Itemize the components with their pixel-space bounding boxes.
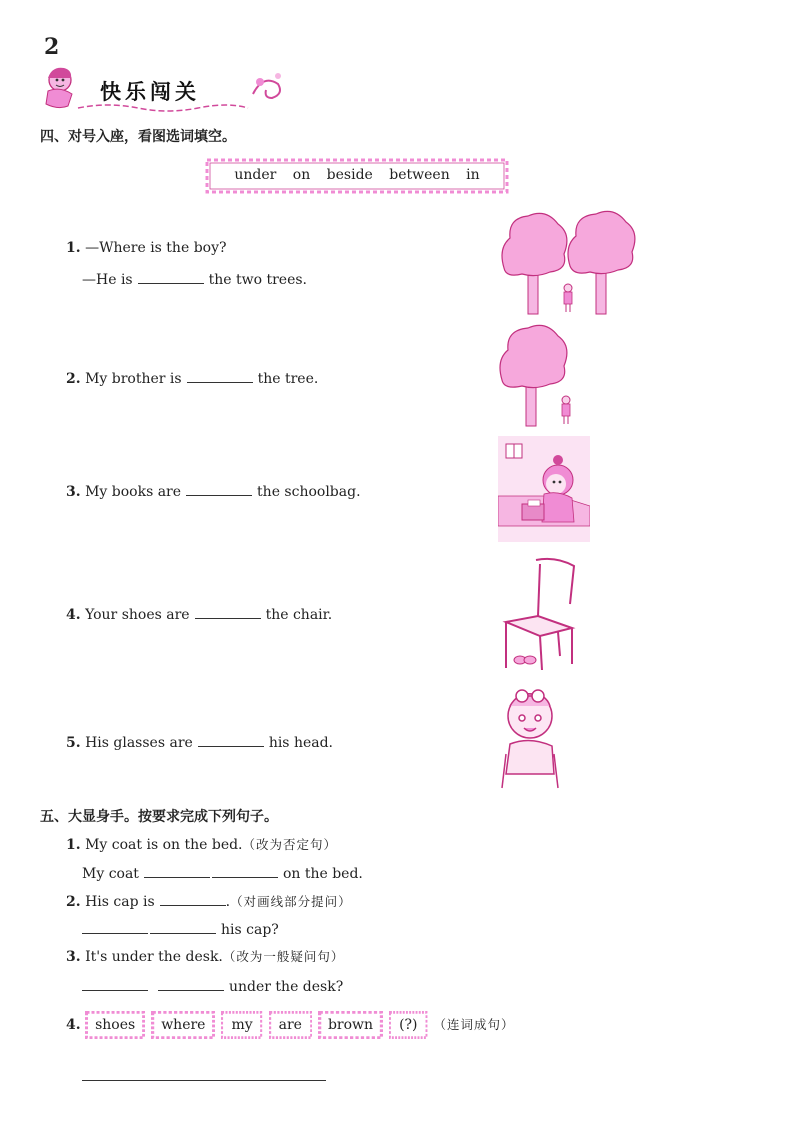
s5-question-2-text: His cap is [85,894,155,910]
sentence-answer-line[interactable] [82,1080,326,1081]
boy-glasses-illustration [498,684,562,796]
s5-question-1-answer [82,863,363,882]
question-5-pre: His glasses are [85,735,193,751]
s5-question-1-number: 1. [66,837,81,853]
word-chip[interactable] [151,1011,215,1039]
answer-blank[interactable] [82,976,148,991]
word-chip[interactable] [85,1011,145,1039]
question-4-number: 4. [66,607,81,623]
s5-question-2-answer-post: his cap? [221,922,279,938]
banner-title: 快乐闯关 [100,80,200,104]
question-4-pre: Your shoes are [85,607,190,623]
question-2-number: 2. [66,371,81,387]
two-trees-boy-illustration [498,208,640,318]
answer-blank[interactable] [150,919,216,934]
s5-question-3-answer-post: under the desk? [229,979,344,995]
question-1-text: —Where is the boy? [85,240,227,256]
question-3-number: 3. [66,484,81,500]
word-chip[interactable] [221,1011,262,1039]
answer-blank[interactable] [158,976,224,991]
word-chip-label: brown [327,1017,374,1033]
boy-icon [564,284,572,312]
s5-question-3-hint: （改为一般疑问句） [222,949,345,964]
tree-icon [500,325,567,426]
word-chip[interactable] [318,1011,383,1039]
question-3 [66,481,361,500]
s5-question-1-answer-post: on the bed. [282,866,363,882]
swirl-ornament-icon [253,73,281,98]
word-bank: under on beside between in [234,167,480,183]
question-1-answer-post: the two trees. [208,272,307,288]
tree-boy-illustration [498,322,578,428]
s5-question-2: 2. His cap is .（对画线部分提问） [66,891,352,910]
underlined-blank[interactable] [160,891,226,906]
question-2-post: the tree. [257,371,319,387]
s5-question-3-answer [82,976,343,995]
s5-question-1-answer-pre: My coat [82,866,139,882]
s5-question-3 [66,947,344,965]
s5-question-1-text: My coat is on the bed. [85,837,243,853]
question-4-post: the chair. [265,607,333,623]
question-3-post: the schoolbag. [257,484,361,500]
s5-question-3-text: It's under the desk. [85,949,223,965]
answer-blank[interactable] [187,368,253,383]
question-5-post: his head. [268,735,334,751]
answer-blank[interactable] [82,919,148,934]
s5-question-4-number: 4. [66,1017,81,1033]
question-1-number: 1. [66,240,81,256]
s5-question-2-answer [82,919,279,938]
s5-question-2-hint: （对画线部分提问） [230,894,352,909]
question-5 [66,732,333,751]
section-4-title: 四、对号入座，看图选词填空。 [40,129,236,145]
word-chip-label: are [278,1017,302,1033]
boy-icon [562,396,570,424]
word-chip-label: (?) [399,1017,418,1033]
answer-blank[interactable] [186,481,252,496]
boy-icon [502,690,558,788]
shoes-icon [514,656,536,664]
word-chip-label: shoes [95,1017,136,1033]
question-5-number: 5. [66,735,81,751]
girl-schoolbag-illustration [498,436,590,542]
s5-question-4 [66,1011,515,1039]
answer-blank[interactable] [138,269,204,284]
cartoon-kid-icon [46,68,72,108]
s5-question-3-number: 3. [66,949,81,965]
question-4 [66,604,332,623]
word-chip-label: where [161,1017,206,1033]
s5-question-1-hint: （改为否定句） [242,837,338,852]
word-chip-label: my [231,1017,253,1033]
section-5-title: 五、大显身手。按要求完成下列句子。 [40,809,278,825]
page-number: 2 [44,34,60,60]
chair-shoes-illustration [498,556,582,674]
answer-blank[interactable] [144,863,210,878]
tree-icon [502,213,567,314]
s5-question-4-hint: （连词成句） [433,1017,515,1032]
question-1-line2 [82,269,307,288]
word-chip[interactable] [269,1011,312,1039]
s5-question-1 [66,835,337,853]
question-3-pre: My books are [85,484,182,500]
word-chip[interactable] [389,1011,427,1039]
answer-blank[interactable] [195,604,261,619]
chair-icon [506,559,574,670]
question-2 [66,368,318,387]
question-1-line1 [66,240,227,256]
s5-question-2-number: 2. [66,894,81,910]
answer-blank[interactable] [198,732,264,747]
question-1-answer-pre: —He is [82,272,133,288]
question-2-pre: My brother is [85,371,182,387]
tree-icon [568,211,635,314]
answer-blank[interactable] [212,863,278,878]
